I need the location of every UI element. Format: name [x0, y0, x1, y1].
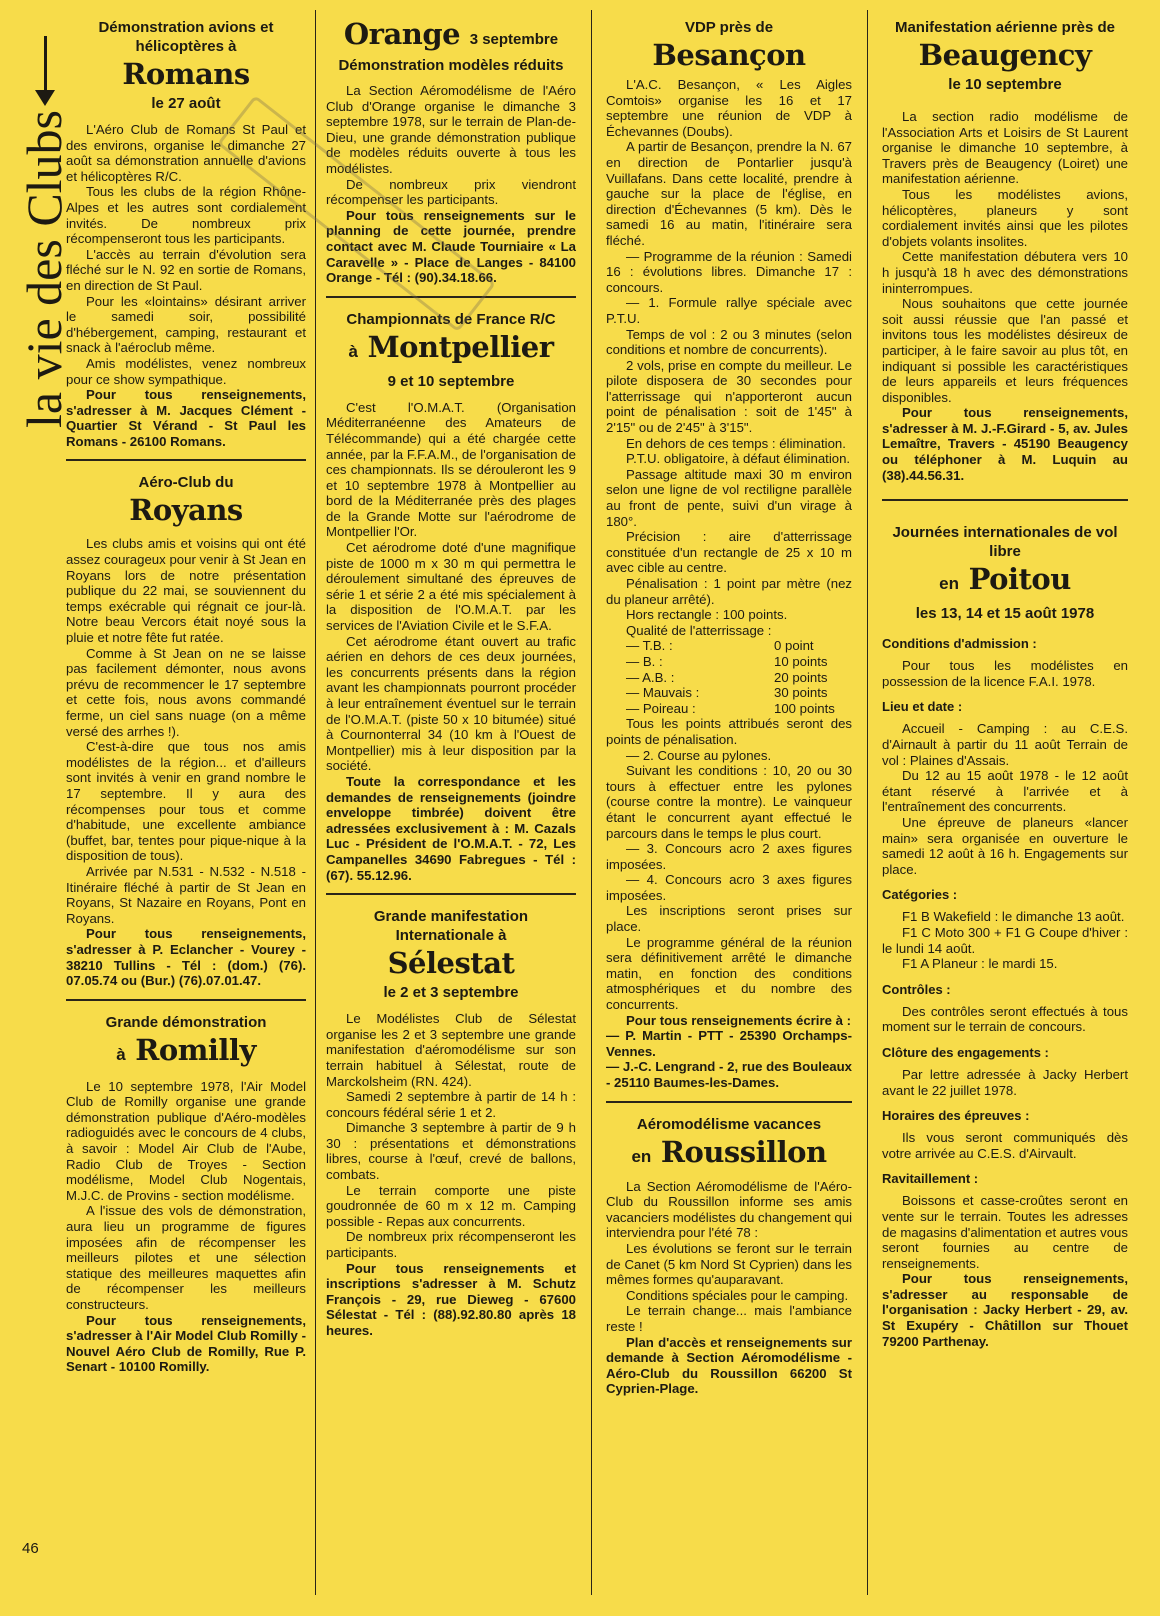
article-date: le 27 août	[151, 95, 221, 112]
column-3	[606, 18, 852, 1407]
section-heading: Ravitaillement :	[882, 1171, 979, 1187]
title-suffix: 3 septembre	[469, 31, 559, 48]
section-side-title	[14, 40, 74, 480]
paragraph: Des contrôles seront effectués à tous moment sur le terrain de concours.	[882, 1003, 1128, 1035]
paragraph: En dehors de ces temps : élimination.	[626, 435, 846, 451]
paragraph: De nombreux prix récompenseront les participants.	[326, 1229, 576, 1261]
score-label: — T.B. :	[626, 638, 673, 654]
contact-paragraph: Pour tous renseignements, s'adresser à P. Eclancher - Vourey - 38210 Tullins - Tél : (dom.) (76). 07.05.74 ou (Bur.) (76).07.01.47.	[66, 926, 306, 989]
title-prefix: en	[631, 1146, 652, 1166]
paragraph: Une épreuve de planeurs «lancer main» sera organisée en ouverture le samedi 12 août à 16 h. Engagements sur place.	[882, 815, 1128, 877]
arrow-line	[44, 36, 47, 96]
paragraph: Cette manifestation débutera vers 10 h jusqu'à 18 h avec des démonstrations ininterrompues.	[882, 249, 1128, 296]
paragraph: Ils vous seront communiqués dès votre arrivée au C.E.S. d'Airvault.	[882, 1130, 1128, 1161]
paragraph: Conditions spéciales pour le camping.	[626, 1287, 849, 1303]
score-value: 10 points	[774, 653, 828, 669]
contact-paragraph: Toute la correspondance et les demandes de renseignements (joindre enveloppe timbrée) doivent être adressées exclusivement à : M. Cazals Luc - Président de l'O.M.A.T. - 72, Les Campanelles 34690 Fabregues - Tél : (67). 55.12.96.	[326, 773, 576, 883]
paragraph: Le Modélistes Club de Sélestat organise les 2 et 3 septembre une grande manifestation d'aéromodélisme sur son terrain habituel à Sélestat, route de Marckolsheim (RN. 424).	[326, 1011, 576, 1089]
article-roussillon	[606, 1115, 852, 1397]
paragraph: Comme à St Jean on ne se laisse pas facilement démonter, nous avons prévu de recommencer le 17 septembre et cette fois, nous avons commandé ferme, un ciel sans nuage (on a même versé des arrhes !).	[66, 645, 306, 739]
score-value: 20 points	[774, 669, 828, 685]
article-kicker: Démonstration modèles réduits	[338, 57, 564, 74]
article-title-line	[326, 18, 576, 56]
paragraph: Hors rectangle : 100 points.	[626, 607, 788, 623]
score-value: 0 point	[774, 638, 814, 654]
score-row	[606, 654, 852, 670]
article-beaugency	[882, 18, 1128, 483]
section-heading: Catégories :	[882, 887, 958, 903]
paragraph: Amis modélistes, venez nombreux pour ce show sympathique.	[66, 355, 306, 387]
column-divider	[867, 10, 868, 1595]
contact-paragraph: — J.-C. Lengrand - 2, rue des Bouleaux - 25110 Baumes-les-Dames.	[606, 1059, 852, 1090]
section-heading: Contrôles :	[882, 981, 951, 997]
paragraph: Temps de vol : 2 ou 3 minutes (selon conditions et nombre de concurrents).	[606, 326, 852, 358]
paragraph: Le 10 septembre 1978, l'Air Model Club de Romilly organise une grande démonstration publique d'Aéro-modèles radioguidés avec le concours de 4 clubs, à savoir : Model Air Club de l'Aube, Radio Club de Troyes - Section modélisme, Model Club Nogentais, M.J.C. de Provins - section modélisme.	[66, 1078, 306, 1203]
paragraph: Le terrain comporte une piste goudronnée de 60 m x 12 m. Camping possible - Repas aux concurrents.	[326, 1182, 576, 1229]
paragraph: De nombreux prix viendront récompenser les participants.	[326, 176, 576, 208]
paragraph: F1 C Moto 300 + F1 G Coupe d'hiver : le lundi 14 août.	[882, 924, 1128, 956]
column-1	[66, 18, 306, 1385]
article-title: Poitou	[968, 562, 1071, 597]
section-heading: Conditions d'admission :	[882, 636, 1037, 652]
score-row	[606, 638, 852, 654]
title-prefix: à	[348, 341, 358, 361]
article-date: le 2 et 3 septembre	[383, 984, 519, 1002]
paragraph: Boissons et casse-croûtes seront en vente sur le terrain. Toutes les adresses de magasins d'alimentation et autres vous seront fournies au centre de renseignements.	[882, 1193, 1128, 1271]
article-kicker: Championnats de France R/C	[346, 310, 556, 328]
score-value: 30 points	[774, 685, 828, 701]
section-heading: Horaires des épreuves :	[882, 1108, 1030, 1124]
paragraph: La Section Aéromodélisme de l'Aéro-Club du Roussillon informe ses amis vacanciers modélistes du changement qui interviendra pour l'été 78 :	[606, 1178, 852, 1241]
paragraph: L'A.C. Besançon, « Les Aigles Comtois» organise les 16 et 17 septembre une réunion de VDP à Échevannes (Doubs).	[606, 77, 852, 139]
paragraph: Accueil - Camping : au C.E.S. d'Airnault à partir du 11 août Terrain de vol : Plaines d'Assais.	[882, 721, 1128, 768]
paragraph: Le programme général de la réunion sera définitivement arrêté le dimanche matin, en fonction des conditions atmosphériques et du nombre des concurrents.	[606, 934, 852, 1013]
score-row	[606, 670, 852, 686]
paragraph: Tous les clubs de la région Rhône-Alpes et les autres sont cordialement invités. De nombreux prix récompenseront tous les participants.	[66, 184, 306, 247]
article-kicker: Grande manifestation Internationale à	[373, 908, 529, 945]
section-heading: Lieu et date :	[882, 699, 963, 715]
paragraph: Suivant les conditions : 10, 20 ou 30 tours à effectuer entre les pylones (course contre la montre). Le vainqueur étant le concurrent ayant effectué le parcours dans le temps le plus court.	[606, 763, 852, 841]
contact-paragraph: Pour tous renseignements et inscriptions s'adresser à M. Schutz François - 29, rue Dieweg - 67600 Sélestat - Tél : (88).92.80.80 après 18 heures.	[326, 1260, 576, 1338]
article-romilly	[66, 1013, 306, 1375]
paragraph: Cet aérodrome doté d'une magnifique piste de 1000 m x 30 m qui permettra le déroulement simultané des épreuves de série 1 et série 2 a été mis spécialement à la disposition de l'O.M.A.T. par les services de l'Aviation Civile et le S.F.A.	[326, 540, 576, 634]
paragraph: La section radio modélisme de l'Association Arts et Loisirs de St Laurent organise le dimanche 10 septembre, à Travers près de Beaugency (Loiret) une manifestation aérienne.	[882, 109, 1128, 187]
contact-paragraph: Pour tous renseignements, s'adresser à M. Jacques Clément - Quartier St Vérand - St Paul les Romans - 26100 Romans.	[66, 387, 306, 449]
score-label: — Poireau :	[626, 700, 696, 716]
score-row	[606, 701, 852, 717]
title-prefix: en	[939, 574, 959, 594]
paragraph: Par lettre adressée à Jacky Herbert avant le 22 juillet 1978.	[882, 1066, 1128, 1098]
column-divider	[591, 10, 592, 1595]
paragraph: Le terrain change... mais l'ambiance reste !	[606, 1303, 852, 1334]
article-separator	[606, 1101, 852, 1103]
article-title: Roussillon	[660, 1134, 827, 1169]
page-number: 46	[22, 1540, 39, 1557]
article-poitou	[882, 523, 1128, 1349]
paragraph: F1 B Wakefield : le dimanche 13 août.	[902, 909, 1125, 925]
article-kicker: Aéromodélisme vacances	[636, 1115, 822, 1133]
side-title-text: la vie des Clubs	[16, 110, 72, 429]
article-kicker: Aéro-Club du	[138, 474, 234, 492]
article-separator	[66, 999, 306, 1001]
article-title-line	[326, 329, 576, 370]
article-romans	[66, 18, 306, 449]
article-date: 9 et 10 septembre	[387, 372, 515, 390]
article-besancon	[606, 18, 852, 1091]
section-heading: Clôture des engagements :	[882, 1044, 1049, 1060]
paragraph: Cet aérodrome étant ouvert au trafic aérien en dehors de ces deux journées, les concurrents présents dans la région avant les championnats pourront procéder à leur entraînement éventuel sur le terrain de l'O.M.A.T. (piste 50 x 10 bitumée) situé à Cournonterral 34 (10 km à l'Ouest de Montpellier) mis à leur disposition par la société.	[326, 633, 576, 774]
contact-paragraph: — P. Martin - PTT - 25390 Orchamps-Vennes.	[606, 1028, 852, 1059]
article-title: Sélestat	[387, 946, 515, 981]
paragraph: Pénalisation : 1 point par mètre (nez du planeur arrêté).	[606, 576, 852, 607]
paragraph: Dimanche 3 septembre à partir de 9 h 30 : présentations et démonstrations libres, course à l'œuf, crevé de ballons, combats.	[326, 1120, 576, 1183]
contact-paragraph: Pour tous renseignements sur le planning de cette journée, prendre contact avec M. Claude Tourniaire « La Caravelle » - Place de Langes - 84100 Orange - Tél : (90).34.18.66.	[326, 207, 576, 286]
paragraph: P.T.U. obligatoire, à défaut élimination.	[626, 451, 851, 467]
article-kicker: Démonstration avions et hélicoptères à	[98, 19, 274, 55]
paragraph: A l'issue des vols de démonstration, aura lieu un programme de figures imposées afin de récompenser les meilleurs pilotes et une sélection statique des meilleures maquettes afin de récompenser les meilleurs constructeurs.	[66, 1203, 306, 1312]
contact-paragraph: Pour tous renseignements, s'adresser au responsable de l'organisation : Jacky Herbert - 29, av. St Exupéry - Châtillon sur Thouet 79200 Parthenay.	[882, 1271, 1128, 1349]
article-title-line	[606, 1134, 852, 1175]
contact-paragraph: Pour tous renseignements, s'adresser à l'Air Model Club Romilly - Nouvel Aéro Club de Romilly, Rue P. Senart - 10100 Romilly.	[66, 1312, 306, 1375]
paragraph: Les inscriptions seront prises sur place.	[606, 903, 852, 935]
score-label: — B. :	[626, 653, 663, 669]
paragraph: Passage altitude maxi 30 m environ selon une ligne de vol rectiligne parallèle au front de pente, suivi d'un virage à 180°.	[606, 466, 852, 529]
article-separator	[326, 893, 576, 895]
paragraph: Les évolutions se feront sur le terrain de Canet (5 km Nord St Cyprien) dans les mêmes formes qu'auparavant.	[606, 1240, 852, 1288]
paragraph: C'est l'O.M.A.T. (Organisation Méditerranéenne des Amateurs de Télécommande) qui a été chargée cette année, par la F.F.A.M., de l'organisation de ces championnats. Ils se dérouleront les 9 et 10 septembre 1978 à Montpellier au bord de la Méditerranée près des plages de la Grande Motte sur l'aérodrome de Montpellier l'Or.	[326, 399, 576, 540]
paragraph: C'est-à-dire que tous nos amis modélistes de la région... et d'ailleurs sont invités à venir en grand nombre le 17 septembre. Il y aura des récompenses pour tous et comme d'habitude, une excellente ambiance (buffet, bar, tentes pour pique-nique à la disposition de tous).	[66, 739, 306, 864]
contact-paragraph: Plan d'accès et renseignements sur demande à Section Aéromodélisme - Aéro-Club du Roussillon 66200 St Cyprien-Plage.	[606, 1334, 852, 1397]
paragraph: Du 12 au 15 août 1978 - le 12 août étant réservé à l'arrivée et à l'entraînement des concurrents.	[882, 768, 1128, 815]
score-label: — A.B. :	[626, 669, 675, 685]
paragraph: F1 A Planeur : le mardi 15.	[902, 956, 1058, 972]
score-label: — Mauvais :	[626, 685, 700, 701]
article-title: Besançon	[652, 38, 806, 72]
article-royans	[66, 473, 306, 988]
paragraph: — 4. Concours acro 3 axes figures imposées.	[606, 872, 852, 903]
paragraph: — 2. Course au pylones.	[626, 747, 772, 763]
article-title: Orange	[343, 17, 461, 51]
article-title: Montpellier	[367, 329, 554, 364]
article-separator	[66, 459, 306, 461]
score-value: 100 points	[774, 700, 835, 716]
article-title-line	[66, 1032, 306, 1073]
paragraph: Nous souhaitons que cette journée soit aussi réussie que l'an passé et invitons tous les modélistes désireux de participer, à le faire savoir au plus tôt, en indiquant si possible les caractéristiques de leurs appareils et leurs fréquences disponibles.	[882, 296, 1128, 405]
paragraph: Tous les points attribués seront des points de pénalisation.	[606, 716, 852, 747]
paragraph: L'accès au terrain d'évolution sera fléché sur le N. 92 en sortie de Romans, en direction de St Paul.	[66, 246, 306, 293]
paragraph: — 1. Formule rallye spéciale avec P.T.U.	[606, 295, 852, 326]
paragraph: Arrivée par N.531 - N.532 - N.518 - Itinéraire fléché à partir de St Jean en Royans, St Nazaire en Royans, Pont en Royans.	[66, 863, 306, 926]
paragraph: Les clubs amis et voisins qui ont été assez courageux pour venir à St Jean en Royans lors de notre présentation publique du 22 mai, se souviennent du temps exécrable qui régnait ce jour-là. Notre beau Vercors était noyé sous la pluie et notre fête fut ratée.	[66, 536, 306, 646]
paragraph: La Section Aéromodélisme de l'Aéro Club d'Orange organise le dimanche 3 septembre 1978, sur le terrain de Plan-de-Dieu, une grande démonstration publique de modèles réduits ouverte à tous les modélistes.	[326, 83, 576, 176]
paragraph: Samedi 2 septembre à partir de 14 h : concours fédéral série 1 et 2.	[326, 1089, 576, 1120]
paragraph: — 3. Concours acro 2 axes figures imposées.	[606, 841, 852, 872]
article-montpellier	[326, 310, 576, 883]
paragraph: Tous les modélistes avions, hélicoptères, planeurs y sont cordialement invités ainsi que les pilotes d'objets volants insolites.	[882, 186, 1128, 249]
article-separator	[882, 499, 1128, 501]
article-title: Romilly	[135, 1032, 256, 1067]
article-title-line	[882, 561, 1128, 602]
paragraph: L'Aéro Club de Romans St Paul et des environs, organise le dimanche 27 août sa démonstration annuelle d'avions et hélicoptères R/C.	[66, 122, 306, 184]
paragraph: A partir de Besançon, prendre la N. 67 en direction de Pontarlier jusqu'à Vuillafans. Dans cette localité, prendre à gauche sur la place de l'église, en direction d'Échevannes (5 km). Dès le samedi 16 au matin, l'itinéraire sera fléché.	[606, 139, 852, 248]
paragraph: Précision : aire d'atterrissage constituée d'un rectangle de 25 x 10 m avec cible au centre.	[606, 529, 852, 576]
article-kicker: Grande démonstration	[105, 1013, 267, 1031]
article-title: Beaugency	[918, 38, 1092, 72]
article-title: Romans	[122, 57, 250, 91]
paragraph: — Programme de la réunion : Samedi 16 : évolutions libres. Dimanche 17 : concours.	[606, 248, 852, 295]
article-title: Royans	[129, 493, 243, 528]
contact-paragraph: Pour tous renseignements, s'adresser à M. J.-F.Girard - 5, av. Jules Lemaître, Travers - 45190 Beaugency ou téléphoner à M. Luquin au (38).44.56.31.	[882, 405, 1128, 483]
article-kicker: Manifestation aérienne près de	[894, 19, 1116, 36]
score-row	[606, 685, 852, 701]
contact-paragraph: Pour tous renseignements écrire à :	[626, 1012, 851, 1028]
title-prefix: à	[116, 1044, 126, 1064]
article-date: les 13, 14 et 15 août 1978	[915, 605, 1095, 623]
article-kicker: Journées internationales de vol libre	[892, 524, 1118, 561]
arrow-down-icon	[35, 90, 55, 106]
paragraph: Pour les «lointains» désirant arriver le samedi soir, possibilité d'hébergement, camping, restaurant et snack à l'aéroclub même.	[66, 293, 306, 356]
paragraph: Qualité de l'atterrissage :	[626, 622, 772, 638]
paragraph: 2 vols, prise en compte du meilleur. Le pilote disposera de 30 secondes pour l'atterrissage qui n'apporteront aucun point de pénalisation : soit de 1'45" à 2'15" ou de 2'45" à 3'15".	[606, 357, 852, 436]
column-divider	[315, 10, 316, 1595]
article-kicker: VDP près de	[684, 19, 774, 36]
article-selestat	[326, 907, 576, 1338]
column-4	[882, 18, 1128, 1359]
paragraph: Pour tous les modélistes en possession de la licence F.A.I. 1978.	[882, 658, 1128, 689]
article-date: le 10 septembre	[948, 76, 1062, 93]
